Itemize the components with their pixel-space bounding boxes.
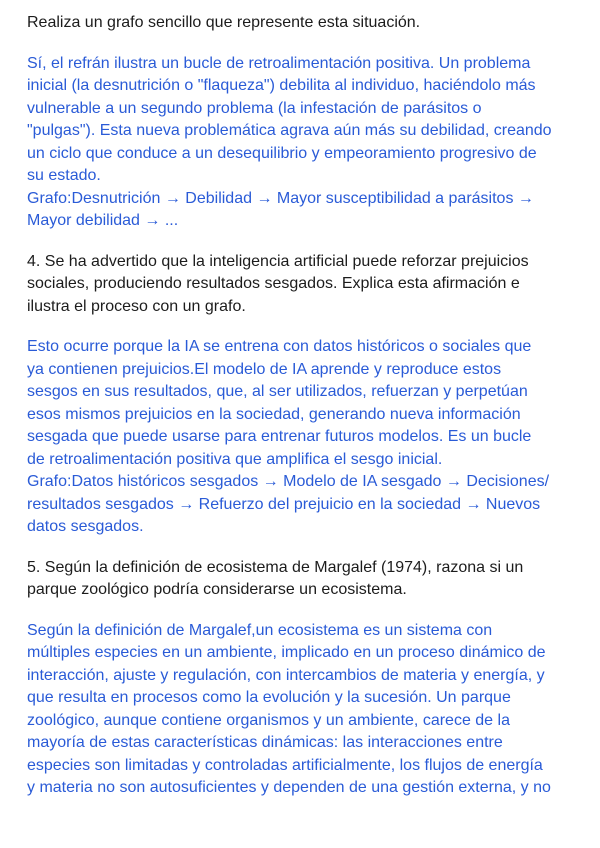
answer-line: zoológico, aunque contiene organismos y un ambiente, carece de la xyxy=(27,711,510,729)
graph-line: Grafo:Desnutrición → Debilidad → Mayor susceptibilidad a parásitos → xyxy=(27,189,534,207)
answer-line: mayoría de estas características dinámicas: las interacciones entre xyxy=(27,734,503,751)
answer-line: y materia no son autosuficientes y dependen de una gestión externa, y no xyxy=(27,779,551,796)
question-text xyxy=(27,12,587,35)
question-text xyxy=(27,251,587,319)
answer-text xyxy=(27,336,587,539)
answer-line: inicial (la desnutrición o "flaqueza") debilita al individuo, haciéndolo más xyxy=(27,77,536,94)
answer-line: interacción, ajuste y regulación, con intercambios de materia y energía, y xyxy=(27,666,545,684)
question-line: 5. Según la definición de ecosistema de Margalef (1974), razona si un xyxy=(27,558,524,576)
answer-line: que resulta en procesos como la evolución y la sucesión. Un parque xyxy=(27,689,511,706)
answer-line: "pulgas"). Esta nueva problemática agrava aún más su debilidad, creando xyxy=(27,122,552,139)
question-line: Realiza un grafo sencillo que represente esta situación. xyxy=(27,14,421,31)
answer-line: de retroalimentación positiva que amplifica el sesgo inicial. xyxy=(27,450,443,468)
graph-line: Mayor debilidad → ... xyxy=(27,212,179,229)
answer-line: sesgos en sus resultados, que, al ser utilizados, refuerzan y perpetúan xyxy=(27,383,528,400)
answer-line: ya contienen prejuicios.El modelo de IA aprende y reproduce estos xyxy=(27,360,502,378)
answer-line: múltiples especies en un ambiente, implicado en un proceso dinámico de xyxy=(27,644,546,661)
answer-text xyxy=(27,53,587,233)
question-line: sociales, produciendo resultados sesgados. Explica esta afirmación e xyxy=(27,275,520,292)
graph-line: Grafo:Datos históricos sesgados → Modelo de IA sesgado → Decisiones/ xyxy=(27,473,550,490)
answer-line: Sí, el refrán ilustra un bucle de retroalimentación positiva. Un problema xyxy=(27,54,531,72)
graph-line: resultados sesgados → Refuerzo del prejuicio en la sociedad → Nuevos xyxy=(27,495,541,513)
section-question-4 xyxy=(27,251,587,539)
answer-text xyxy=(27,620,587,800)
answer-line: un ciclo que conduce a un desequilibrio y empeoramiento progresivo de xyxy=(27,144,537,162)
answer-line: su estado. xyxy=(27,167,101,184)
question-line: 4. Se ha advertido que la inteligencia artificial puede reforzar prejuicios xyxy=(27,252,529,270)
answer-line: sesgada que puede usarse para entrenar futuros modelos. Es un bucle xyxy=(27,428,532,445)
document-body xyxy=(27,12,587,800)
answer-line: Esto ocurre porque la IA se entrena con datos históricos o sociales que xyxy=(27,338,532,355)
answer-line: vulnerable a un segundo problema (la infestación de parásitos o xyxy=(27,99,482,117)
section-question-5 xyxy=(27,557,587,800)
question-line: parque zoológico podría considerarse un ecosistema. xyxy=(27,581,407,598)
answer-line: Según la definición de Margalef,un ecosistema es un sistema con xyxy=(27,621,493,639)
question-line: ilustra el proceso con un grafo. xyxy=(27,297,246,315)
graph-line: datos sesgados. xyxy=(27,518,144,535)
section-graph-refran xyxy=(27,12,587,233)
answer-line: especies son limitadas y controladas artificialmente, los flujos de energía xyxy=(27,756,543,774)
answer-line: esos mismos prejuicios en la sociedad, generando nueva información xyxy=(27,405,521,423)
question-text xyxy=(27,557,587,602)
